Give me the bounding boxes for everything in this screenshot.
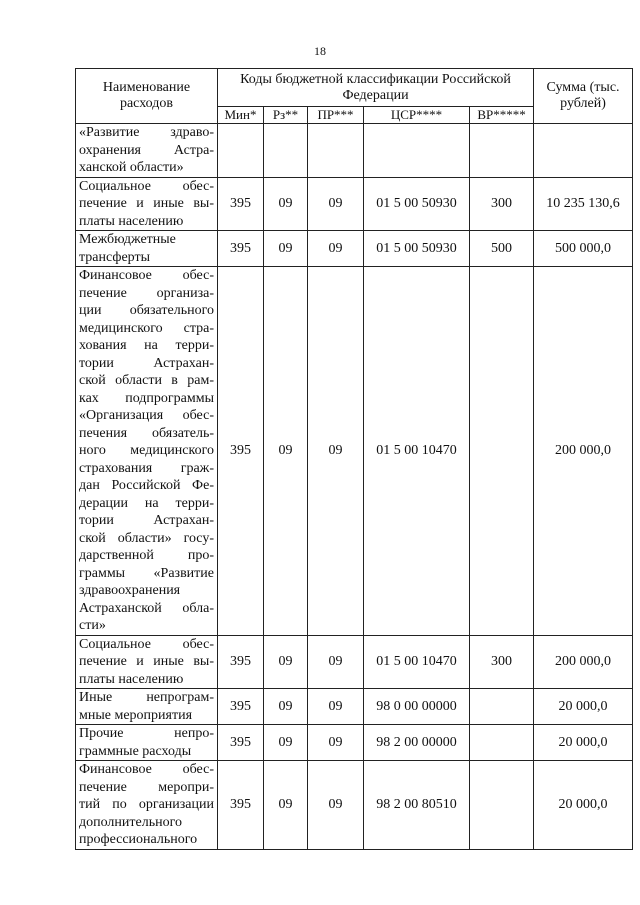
expense-name-line: печение организа-: [79, 285, 214, 301]
expense-name-line: «Развитие здраво-: [79, 125, 214, 140]
expense-name-line: печение и иные вы-: [79, 196, 214, 211]
table-row: [76, 689, 633, 725]
cell-rz: 09: [264, 689, 308, 725]
cell-rz: 09: [264, 231, 308, 267]
cell-sum: 20 000,0: [534, 725, 633, 761]
cell-vr: [470, 761, 534, 850]
table-row: [76, 635, 633, 689]
cell-pr: 09: [308, 267, 364, 636]
cell-vr: [470, 124, 534, 178]
expense-name-line: граммные расходы: [79, 743, 192, 759]
cell-min: 395: [218, 177, 264, 231]
header-codes: Коды бюджетной классификации Российской Федерации: [218, 69, 534, 107]
cell-csr: 01 5 00 50930: [364, 231, 470, 267]
cell-rz: 09: [264, 635, 308, 689]
expense-name-line: дополнительного: [79, 814, 182, 830]
header-name: Наименование расходов: [76, 69, 218, 124]
cell-rz: 09: [264, 725, 308, 761]
expense-name-line: граммы «Развитие: [79, 565, 214, 581]
budget-table: [75, 68, 633, 850]
cell-sum: 200 000,0: [534, 635, 633, 689]
cell-vr: 300: [470, 635, 534, 689]
cell-sum: 200 000,0: [534, 267, 633, 636]
expense-name-line: дарственной про-: [79, 548, 214, 563]
cell-vr: 500: [470, 231, 534, 267]
expense-name-line: трансферты: [79, 249, 151, 265]
cell-csr: 01 5 00 10470: [364, 267, 470, 636]
header-sum: Сумма (тыс. рублей): [534, 69, 633, 124]
expense-name: [76, 177, 218, 231]
expense-name-line: ской области» госу-: [79, 530, 214, 546]
expense-name-line: дан Российской Фе-: [79, 478, 214, 493]
expense-name-line: Прочие непро-: [79, 726, 214, 741]
expense-name-line: Финансовое обес-: [79, 268, 214, 283]
header-min: Мин*: [218, 107, 264, 124]
header-vr: ВР*****: [470, 107, 534, 124]
expense-name-line: ках подпрограммы: [79, 390, 214, 406]
cell-pr: 09: [308, 689, 364, 725]
expense-name-line: профессионального: [79, 832, 198, 847]
cell-min: 395: [218, 761, 264, 850]
header-rz: Рз**: [264, 107, 308, 124]
table-row: [76, 124, 633, 178]
cell-sum: 500 000,0: [534, 231, 633, 267]
expense-name-line: платы населению: [79, 671, 184, 687]
expense-name-line: охранения Астра-: [79, 142, 214, 158]
cell-vr: 300: [470, 177, 534, 231]
expense-name: [76, 231, 218, 267]
expense-name-line: сти»: [79, 618, 106, 633]
cell-pr: 09: [308, 725, 364, 761]
expense-name-line: ного медицинского: [79, 443, 214, 458]
expense-name-line: тории Астрахан-: [79, 355, 214, 371]
cell-min: 395: [218, 267, 264, 636]
cell-rz: 09: [264, 761, 308, 850]
expense-name-line: ской области в рам-: [79, 373, 214, 388]
cell-min: [218, 124, 264, 178]
cell-vr: [470, 725, 534, 761]
expense-name-line: платы населению: [79, 213, 184, 229]
page-number: 18: [314, 44, 326, 58]
cell-csr: 01 5 00 10470: [364, 635, 470, 689]
expense-name-line: Социальное обес-: [79, 636, 214, 652]
cell-min: 395: [218, 231, 264, 267]
expense-name-line: Финансовое обес-: [79, 762, 214, 777]
cell-csr: 98 2 00 80510: [364, 761, 470, 850]
cell-csr: [364, 124, 470, 178]
cell-rz: 09: [264, 177, 308, 231]
cell-pr: 09: [308, 231, 364, 267]
expense-name-line: ции обязательного: [79, 303, 214, 318]
expense-name-line: тий по организации: [79, 797, 214, 812]
header-csr: ЦСР****: [364, 107, 470, 124]
expense-name: [76, 761, 218, 850]
expense-name-line: печение меропри-: [79, 779, 214, 795]
cell-rz: 09: [264, 267, 308, 636]
cell-vr: [470, 267, 534, 636]
cell-csr: 98 2 00 00000: [364, 725, 470, 761]
expense-name-line: хования на терри-: [79, 338, 214, 353]
expense-name: [76, 689, 218, 725]
table-row: [76, 177, 633, 231]
expense-name-line: медицинского стра-: [79, 320, 214, 336]
cell-csr: 01 5 00 50930: [364, 177, 470, 231]
cell-min: 395: [218, 635, 264, 689]
expense-name-line: мные мероприятия: [79, 707, 193, 723]
expense-name-line: Межбюджетные: [79, 232, 176, 247]
table-body: [76, 124, 633, 850]
expense-name: [76, 725, 218, 761]
expense-name-line: Астраханской обла-: [79, 600, 214, 616]
cell-sum: [534, 124, 633, 178]
expense-name-line: печения обязатель-: [79, 425, 214, 441]
expense-name-line: печение и иные вы-: [79, 654, 214, 669]
expense-name-line: Иные непрограм-: [79, 690, 214, 705]
cell-min: 395: [218, 689, 264, 725]
expense-name: [76, 124, 218, 178]
expense-name-line: ханской области»: [79, 160, 184, 175]
expense-name: [76, 267, 218, 636]
cell-vr: [470, 689, 534, 725]
expense-name-line: страхования граж-: [79, 460, 214, 476]
table-row: [76, 761, 633, 850]
expense-name-line: Социальное обес-: [79, 178, 214, 194]
expense-name-line: «Организация обес-: [79, 408, 214, 423]
expense-name-line: дерации на терри-: [79, 495, 214, 511]
expense-name-line: здравоохранения: [79, 583, 181, 598]
table-row: [76, 231, 633, 267]
table-row: [76, 725, 633, 761]
cell-sum: 20 000,0: [534, 761, 633, 850]
cell-min: 395: [218, 725, 264, 761]
cell-pr: 09: [308, 177, 364, 231]
cell-pr: 09: [308, 635, 364, 689]
expense-name: [76, 635, 218, 689]
header-pr: ПР***: [308, 107, 364, 124]
cell-sum: 20 000,0: [534, 689, 633, 725]
cell-csr: 98 0 00 00000: [364, 689, 470, 725]
cell-rz: [264, 124, 308, 178]
table-row: [76, 267, 633, 636]
cell-pr: [308, 124, 364, 178]
cell-sum: 10 235 130,6: [534, 177, 633, 231]
expense-name-line: тории Астрахан-: [79, 513, 214, 528]
cell-pr: 09: [308, 761, 364, 850]
